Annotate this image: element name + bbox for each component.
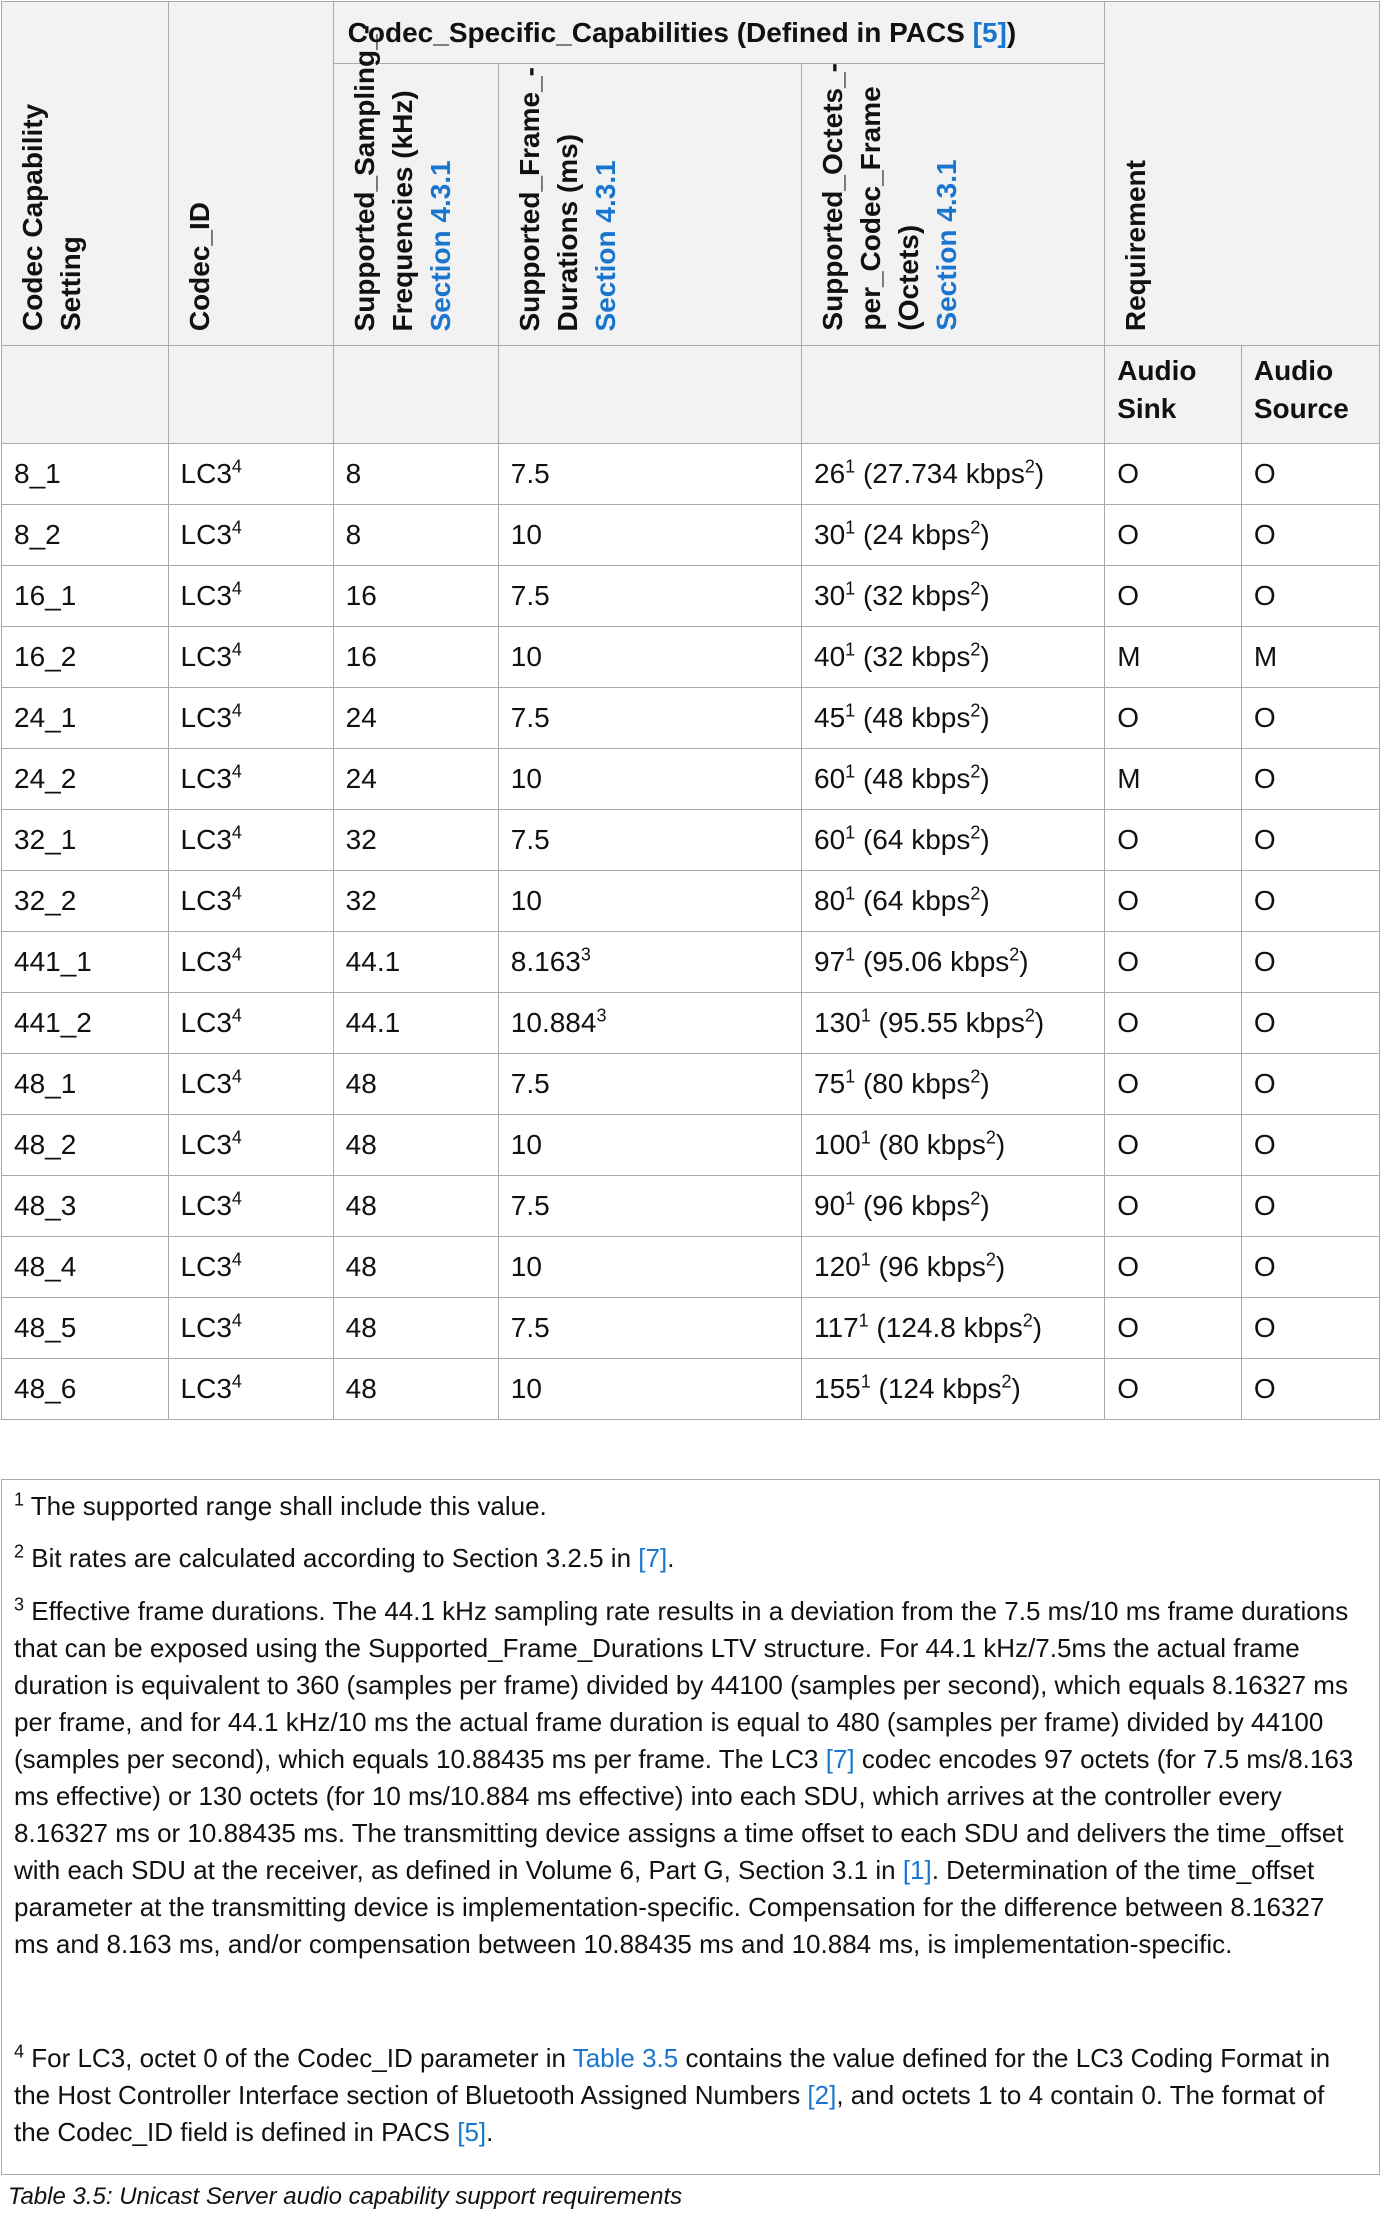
cell-codec-id: $LC3^4$ (168, 749, 333, 810)
cell-duration: 7.5 (498, 810, 801, 871)
sub-header-sink: Audio Sink (1105, 346, 1242, 444)
cell-source: O (1241, 932, 1379, 993)
cell-frequency: 48 (333, 1176, 498, 1237)
cell-setting: 8_1 (2, 444, 169, 505)
cell-codec-id: $LC3^4$ (168, 1237, 333, 1298)
cell-source: O (1241, 566, 1379, 627)
cell-frequency: 24 (333, 749, 498, 810)
cell-source: O (1241, 810, 1379, 871)
sub-header-source: Audio Source (1241, 346, 1379, 444)
ref-link-5[interactable]: [5] (972, 16, 1007, 48)
cell-octets: $90^1$ (96 kbps$^2$) (802, 1176, 1105, 1237)
table-row (2, 566, 1380, 627)
cell-source: M (1241, 627, 1379, 688)
table-row (2, 1359, 1380, 1420)
cell-duration: 7.5 (498, 566, 801, 627)
cell-source: O (1241, 1237, 1379, 1298)
cell-frequency: 48 (333, 1237, 498, 1298)
cell-frequency: 16 (333, 566, 498, 627)
cell-duration: 10 (498, 1115, 801, 1176)
cell-codec-id: $LC3^4$ (168, 1298, 333, 1359)
cell-octets: $45^1$ (48 kbps$^2$) (802, 688, 1105, 749)
cell-source: O (1241, 688, 1379, 749)
table-row (2, 688, 1380, 749)
col-header-frame: Supported_Frame_- Durations (ms) Section 4.3.1 (498, 64, 801, 346)
cell-sink: O (1105, 932, 1242, 993)
table-row (2, 871, 1380, 932)
cell-duration: 10.884$^3$ (498, 993, 801, 1054)
cell-frequency: 48 (333, 1298, 498, 1359)
cell-frequency: 24 (333, 688, 498, 749)
cell-sink: O (1105, 1176, 1242, 1237)
cell-codec-id: $LC3^4$ (168, 1176, 333, 1237)
cell-octets: $75^1$ (80 kbps$^2$) (802, 1054, 1105, 1115)
col-header-requirement: Requirement (1105, 2, 1380, 346)
cell-sink: O (1105, 810, 1242, 871)
table-row (2, 1237, 1380, 1298)
section-link-octets[interactable]: Section 4.3.1 (931, 159, 962, 331)
cell-setting: 48_2 (2, 1115, 169, 1176)
col-header-octets: Supported_Octets_- per_Codec_Frame (Octets) Section 4.3.1 (802, 64, 1105, 346)
cell-sink: O (1105, 505, 1242, 566)
cell-sink: O (1105, 1237, 1242, 1298)
cell-sink: O (1105, 1115, 1242, 1176)
group-header-codec-caps: Codec_Specific_Capabilities (Defined in PACS [5]) (333, 2, 1105, 64)
ref-link-2[interactable]: [2] (807, 2080, 837, 2110)
cell-setting: 48_5 (2, 1298, 169, 1359)
cell-source: O (1241, 1298, 1379, 1359)
cell-octets: $117^1$ (124.8 kbps$^2$) (802, 1298, 1105, 1359)
header-row-3 (2, 346, 1380, 444)
table-row (2, 932, 1380, 993)
cell-setting: 32_1 (2, 810, 169, 871)
empty-header-cell (802, 346, 1105, 444)
cell-codec-id: $LC3^4$ (168, 1115, 333, 1176)
cell-octets: $60^1$ (48 kbps$^2$) (802, 749, 1105, 810)
cell-codec-id: $LC3^4$ (168, 810, 333, 871)
cell-codec-id: $LC3^4$ (168, 566, 333, 627)
cell-sink: O (1105, 1359, 1242, 1420)
cell-setting: 16_1 (2, 566, 169, 627)
cell-source: O (1241, 871, 1379, 932)
footnote-4: $^4$ For LC3, octet 0 of the Codec_ID parameter in Table 3.5 contains the value defined for the LC3 Coding Format in the Host Controller Interface section of Bluetooth Assigned Numbers [2], and octets 1 to 4 contain 0. The format of the Codec_ID field is defined in PACS [5]. (14, 2041, 1331, 2147)
cell-duration: 7.5 (498, 1298, 801, 1359)
cell-setting: 24_1 (2, 688, 169, 749)
cell-octets: $100^1$ (80 kbps$^2$) (802, 1115, 1105, 1176)
cell-sink: O (1105, 444, 1242, 505)
cell-frequency: 48 (333, 1359, 498, 1420)
table-row (2, 993, 1380, 1054)
cell-sink: M (1105, 749, 1242, 810)
cell-sink: O (1105, 1054, 1242, 1115)
cell-setting: 48_4 (2, 1237, 169, 1298)
table-caption: Table 3.5: Unicast Server audio capability support requirements (8, 2183, 683, 2210)
col-header-setting: Codec Capability Setting (2, 2, 169, 346)
cell-duration: 10 (498, 871, 801, 932)
empty-header-cell (333, 346, 498, 444)
cell-source: O (1241, 505, 1379, 566)
empty-header-cell (498, 346, 801, 444)
empty-header-cell (168, 346, 333, 444)
header-row-1 (2, 2, 1380, 64)
cell-setting: 32_2 (2, 871, 169, 932)
table-row (2, 1054, 1380, 1115)
cell-codec-id: $LC3^4$ (168, 444, 333, 505)
cell-duration: 10 (498, 505, 801, 566)
table-row (2, 444, 1380, 505)
cell-codec-id: $LC3^4$ (168, 505, 333, 566)
footnotes-box (1, 1479, 1380, 2175)
cell-duration: 7.5 (498, 444, 801, 505)
cell-setting: 48_3 (2, 1176, 169, 1237)
cell-source: O (1241, 993, 1379, 1054)
cell-frequency: 8 (333, 505, 498, 566)
cell-octets: $60^1$ (64 kbps$^2$) (802, 810, 1105, 871)
cell-duration: 10 (498, 1359, 801, 1420)
cell-codec-id: $LC3^4$ (168, 627, 333, 688)
capability-table (1, 1, 1380, 1420)
cell-octets: $120^1$ (96 kbps$^2$) (802, 1237, 1105, 1298)
table-row (2, 627, 1380, 688)
cell-codec-id: $LC3^4$ (168, 688, 333, 749)
cell-octets: $155^1$ (124 kbps$^2$) (802, 1359, 1105, 1420)
cell-source: O (1241, 1359, 1379, 1420)
cell-setting: 48_6 (2, 1359, 169, 1420)
footnote-2: $^2$ Bit rates are calculated according to Section 3.2.5 in [7]. (14, 1541, 675, 1573)
cell-frequency: 48 (333, 1115, 498, 1176)
cell-frequency: 44.1 (333, 993, 498, 1054)
cell-sink: O (1105, 993, 1242, 1054)
cell-frequency: 16 (333, 627, 498, 688)
table-row (2, 505, 1380, 566)
table-row (2, 1176, 1380, 1237)
cell-source: O (1241, 749, 1379, 810)
cell-duration: 7.5 (498, 1054, 801, 1115)
cell-sink: O (1105, 688, 1242, 749)
cell-duration: 10 (498, 749, 801, 810)
cell-codec-id: $LC3^4$ (168, 1054, 333, 1115)
cell-duration: 7.5 (498, 1176, 801, 1237)
cell-octets: $97^1$ (95.06 kbps$^2$) (802, 932, 1105, 993)
cell-codec-id: $LC3^4$ (168, 871, 333, 932)
table-row (2, 1298, 1380, 1359)
cell-duration: 10 (498, 627, 801, 688)
cell-octets: $30^1$ (32 kbps$^2$) (802, 566, 1105, 627)
cell-codec-id: $LC3^4$ (168, 1359, 333, 1420)
footnote-1: $^1$ The supported range shall include this value. (14, 1489, 547, 1521)
cell-setting: 441_1 (2, 932, 169, 993)
cell-frequency: 32 (333, 810, 498, 871)
cell-source: O (1241, 444, 1379, 505)
table-body (2, 444, 1380, 1420)
cell-octets: $30^1$ (24 kbps$^2$) (802, 505, 1105, 566)
ref-link-5[interactable]: [5] (457, 2117, 487, 2147)
cell-duration: 8.163$^3$ (498, 932, 801, 993)
cell-setting: 24_2 (2, 749, 169, 810)
ref-link-7[interactable]: [7] (825, 1744, 855, 1774)
cell-codec-id: $LC3^4$ (168, 993, 333, 1054)
cell-setting: 16_2 (2, 627, 169, 688)
col-header-codec-id: Codec_ID (168, 2, 333, 346)
cell-octets: $26^1$ (27.734 kbps$^2$) (802, 444, 1105, 505)
table-row (2, 810, 1380, 871)
empty-header-cell (2, 346, 169, 444)
cell-codec-id: $LC3^4$ (168, 932, 333, 993)
cell-setting: 441_2 (2, 993, 169, 1054)
cell-source: O (1241, 1176, 1379, 1237)
cell-sink: O (1105, 871, 1242, 932)
section-link-frame[interactable]: Section 4.3.1 (589, 159, 621, 331)
col-header-sampling: Supported_Sampling_- Frequencies (kHz) Section 4.3.1 (333, 64, 498, 346)
cell-setting: 48_1 (2, 1054, 169, 1115)
table-row (2, 749, 1380, 810)
cell-sink: O (1105, 566, 1242, 627)
ref-link-7[interactable]: [7] (638, 1543, 668, 1573)
cell-duration: 10 (498, 1237, 801, 1298)
table-row (2, 1115, 1380, 1176)
section-link-sampling[interactable]: Section 4.3.1 (424, 159, 456, 331)
footnote-3: $^3$ Effective frame durations. The 44.1 kHz sampling rate results in a deviation from the 7.5 ms/10 ms frame durations that can be exposed using the Supported_Frame_Durations LTV structure. For 44.1 kHz/7.5ms the actual frame duration is equivalent to 360 (samples per frame) divided by 44100 (samples per second), which equals 8.16327 ms per frame, and for 44.1 kHz/10 ms the actual frame duration is equal to 480 (samples per frame) divided by 44100 (samples per second), which equals 10.88435 ms per frame. The LC3 [7] codec encodes 97 octets (for 7.5 ms/8.163 ms effective) or 130 octets (for 10 ms/10.884 ms effective) into each SDU, which arrives at the controller every 8.16327 ms or 10.88435 ms. The transmitting device assigns a time offset to each SDU and delivers the time_offset with each SDU at the receiver, as defined in Volume 6, Part G, Section 3.1 in [1]. Determination of the time_offset parameter at the transmitting device is implementation-specific. Compensation for the difference between 8.16327 ms and 8.163 ms, and/or compensation between 10.88435 ms and 10.884 ms, is implementation-specific. (14, 1594, 1354, 1959)
cell-octets: $130^1$ (95.55 kbps$^2$) (802, 993, 1105, 1054)
ref-link-1[interactable]: [1] (902, 1855, 932, 1885)
cell-source: O (1241, 1115, 1379, 1176)
cell-octets: $80^1$ (64 kbps$^2$) (802, 871, 1105, 932)
table-link-3-5[interactable]: Table 3.5 (572, 2043, 679, 2073)
cell-source: O (1241, 1054, 1379, 1115)
cell-duration: 7.5 (498, 688, 801, 749)
cell-frequency: 44.1 (333, 932, 498, 993)
cell-octets: $40^1$ (32 kbps$^2$) (802, 627, 1105, 688)
cell-frequency: 8 (333, 444, 498, 505)
cell-sink: M (1105, 627, 1242, 688)
cell-sink: O (1105, 1298, 1242, 1359)
cell-setting: 8_2 (2, 505, 169, 566)
cell-frequency: 32 (333, 871, 498, 932)
cell-frequency: 48 (333, 1054, 498, 1115)
